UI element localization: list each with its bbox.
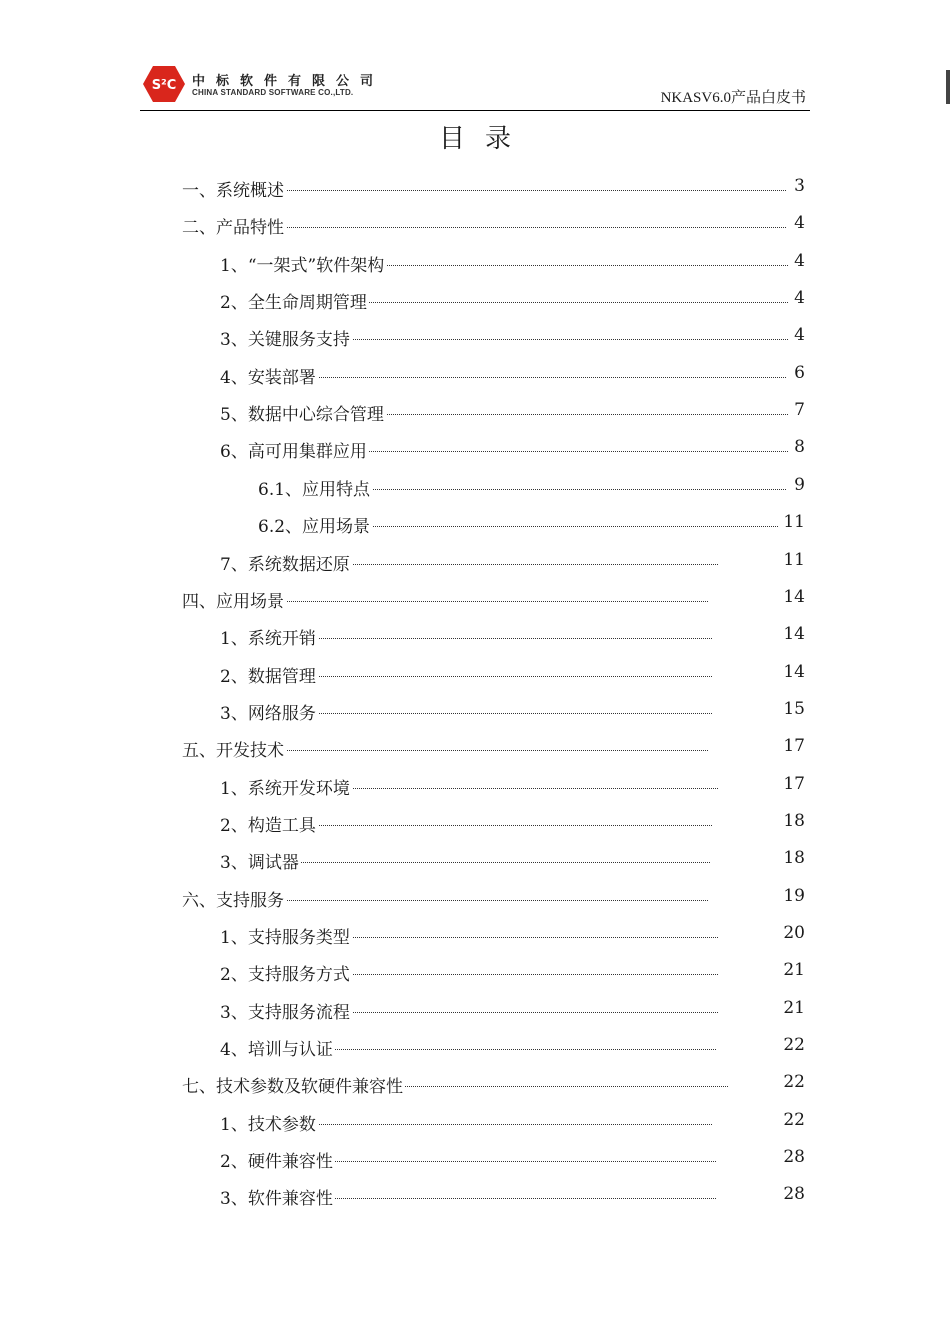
toc-entry[interactable] [0,952,950,989]
toc-entry-page: 6 [794,362,805,383]
page-header [0,0,950,120]
toc-entry-label: 4、培训与认证 [220,1035,335,1060]
toc-entry[interactable] [0,1027,950,1064]
toc-entry-label: 2、构造工具 [220,811,318,836]
toc-entry-page: 4 [794,213,805,234]
company-logo [142,64,392,104]
toc-entry[interactable] [0,654,950,691]
toc-entry[interactable] [0,467,950,504]
toc-entry[interactable] [0,243,950,280]
toc-entry-page: 11 [783,512,805,533]
toc-entry[interactable] [0,1102,950,1139]
toc-entry[interactable] [0,280,950,317]
toc-entry-page: 18 [783,810,805,831]
toc-entry[interactable] [0,168,950,205]
document-title: NKASV6.0产品白皮书 [660,90,806,106]
toc-entry-page: 22 [783,1109,805,1130]
toc-entry[interactable] [0,205,950,242]
toc-entry-page: 21 [783,960,805,981]
toc-entry[interactable] [0,840,950,877]
toc-entry-page: 4 [794,325,805,346]
company-logo-mark [142,64,186,104]
toc-entry-page: 8 [794,437,805,458]
toc-entry[interactable] [0,915,950,952]
toc-entry-label: 2、支持服务方式 [220,960,352,985]
toc-entry-label: 1、系统开发环境 [220,774,352,799]
logo-mark-text: S²C [151,78,177,93]
company-name-cn: 中标软件有限公司 [192,74,385,89]
toc-entry-page: 3 [794,176,805,196]
toc-entry-label: 6、高可用集群应用 [220,437,369,462]
toc-entry-page: 4 [794,250,805,271]
toc-entry[interactable] [0,616,950,653]
toc-entry[interactable] [0,317,950,354]
toc-entry[interactable] [0,878,950,915]
toc-entry[interactable] [0,766,950,803]
toc-entry-label: 1、“一架式”软件架构 [220,251,386,276]
toc-entry[interactable] [0,990,950,1027]
toc-entry-page: 11 [783,549,805,570]
toc-entry[interactable] [0,728,950,765]
toc-entry-page: 14 [783,624,805,645]
toc-entry[interactable] [0,392,950,429]
toc-entry-label: 3、关键服务支持 [220,325,352,350]
toc-entry-label: 7、系统数据还原 [220,550,352,575]
toc-entry-label: 6.1、应用特点 [258,475,372,500]
toc-entry-page: 4 [794,288,805,309]
toc-entry-label: 3、软件兼容性 [220,1184,335,1209]
toc-entry-label: 1、支持服务类型 [220,923,352,948]
toc-entry-label: 六、支持服务 [182,886,286,911]
toc-entry-label: 3、调试器 [220,848,301,873]
toc-entry-label: 四、应用场景 [182,587,286,612]
toc-entry-label: 二、产品特性 [182,213,286,238]
toc-entry[interactable] [0,1139,950,1176]
toc-entry-page: 20 [783,923,805,943]
toc-entry-page: 19 [783,885,805,906]
toc-entry[interactable] [0,803,950,840]
toc-entry-label: 2、硬件兼容性 [220,1147,335,1172]
page-edge-mark [946,70,950,104]
toc-entry[interactable] [0,1176,950,1213]
toc-entry-page: 22 [783,1035,805,1056]
toc-entry[interactable] [0,504,950,541]
toc-entry-page: 14 [783,586,805,607]
toc-entry-label: 3、网络服务 [220,699,318,724]
toc-entry-label: 5、数据中心综合管理 [220,400,386,425]
toc-entry-page: 15 [783,698,805,719]
toc-entry-page: 21 [783,997,805,1018]
toc-entry-page: 9 [794,474,805,495]
toc-entry-label: 2、全生命周期管理 [220,288,369,313]
toc-entry[interactable] [0,542,950,579]
toc-entry-label: 3、支持服务流程 [220,998,352,1023]
toc-entry-label: 七、技术参数及软硬件兼容性 [182,1072,405,1097]
toc-entry-page: 18 [783,848,805,869]
toc-entry[interactable] [0,579,950,616]
header-divider [140,110,810,111]
toc-entry[interactable] [0,691,950,728]
toc-entry-label: 五、开发技术 [182,736,286,761]
toc-entry-label: 1、技术参数 [220,1110,318,1135]
toc-entry-page: 7 [794,400,805,421]
company-name-en: CHINA STANDARD SOFTWARE CO.,LTD. [192,88,354,97]
toc-entry[interactable] [0,1064,950,1101]
toc-entry-page: 28 [783,1147,805,1168]
toc-heading: 目录 [438,124,531,154]
toc-entry-label: 2、数据管理 [220,662,318,687]
toc-entry-label: 1、系统开销 [220,624,318,649]
toc-entry-label: 6.2、应用场景 [258,512,372,537]
toc-entry-label: 4、安装部署 [220,363,318,388]
toc-entry[interactable] [0,429,950,466]
toc-entry-label: 一、系统概述 [182,176,286,201]
toc-entry-page: 28 [783,1184,805,1205]
toc-entry-page: 22 [783,1072,805,1093]
toc-entry-page: 17 [783,736,805,757]
toc-entry-page: 17 [783,773,805,794]
toc-entry[interactable] [0,355,950,392]
toc-entry-page: 14 [783,661,805,682]
